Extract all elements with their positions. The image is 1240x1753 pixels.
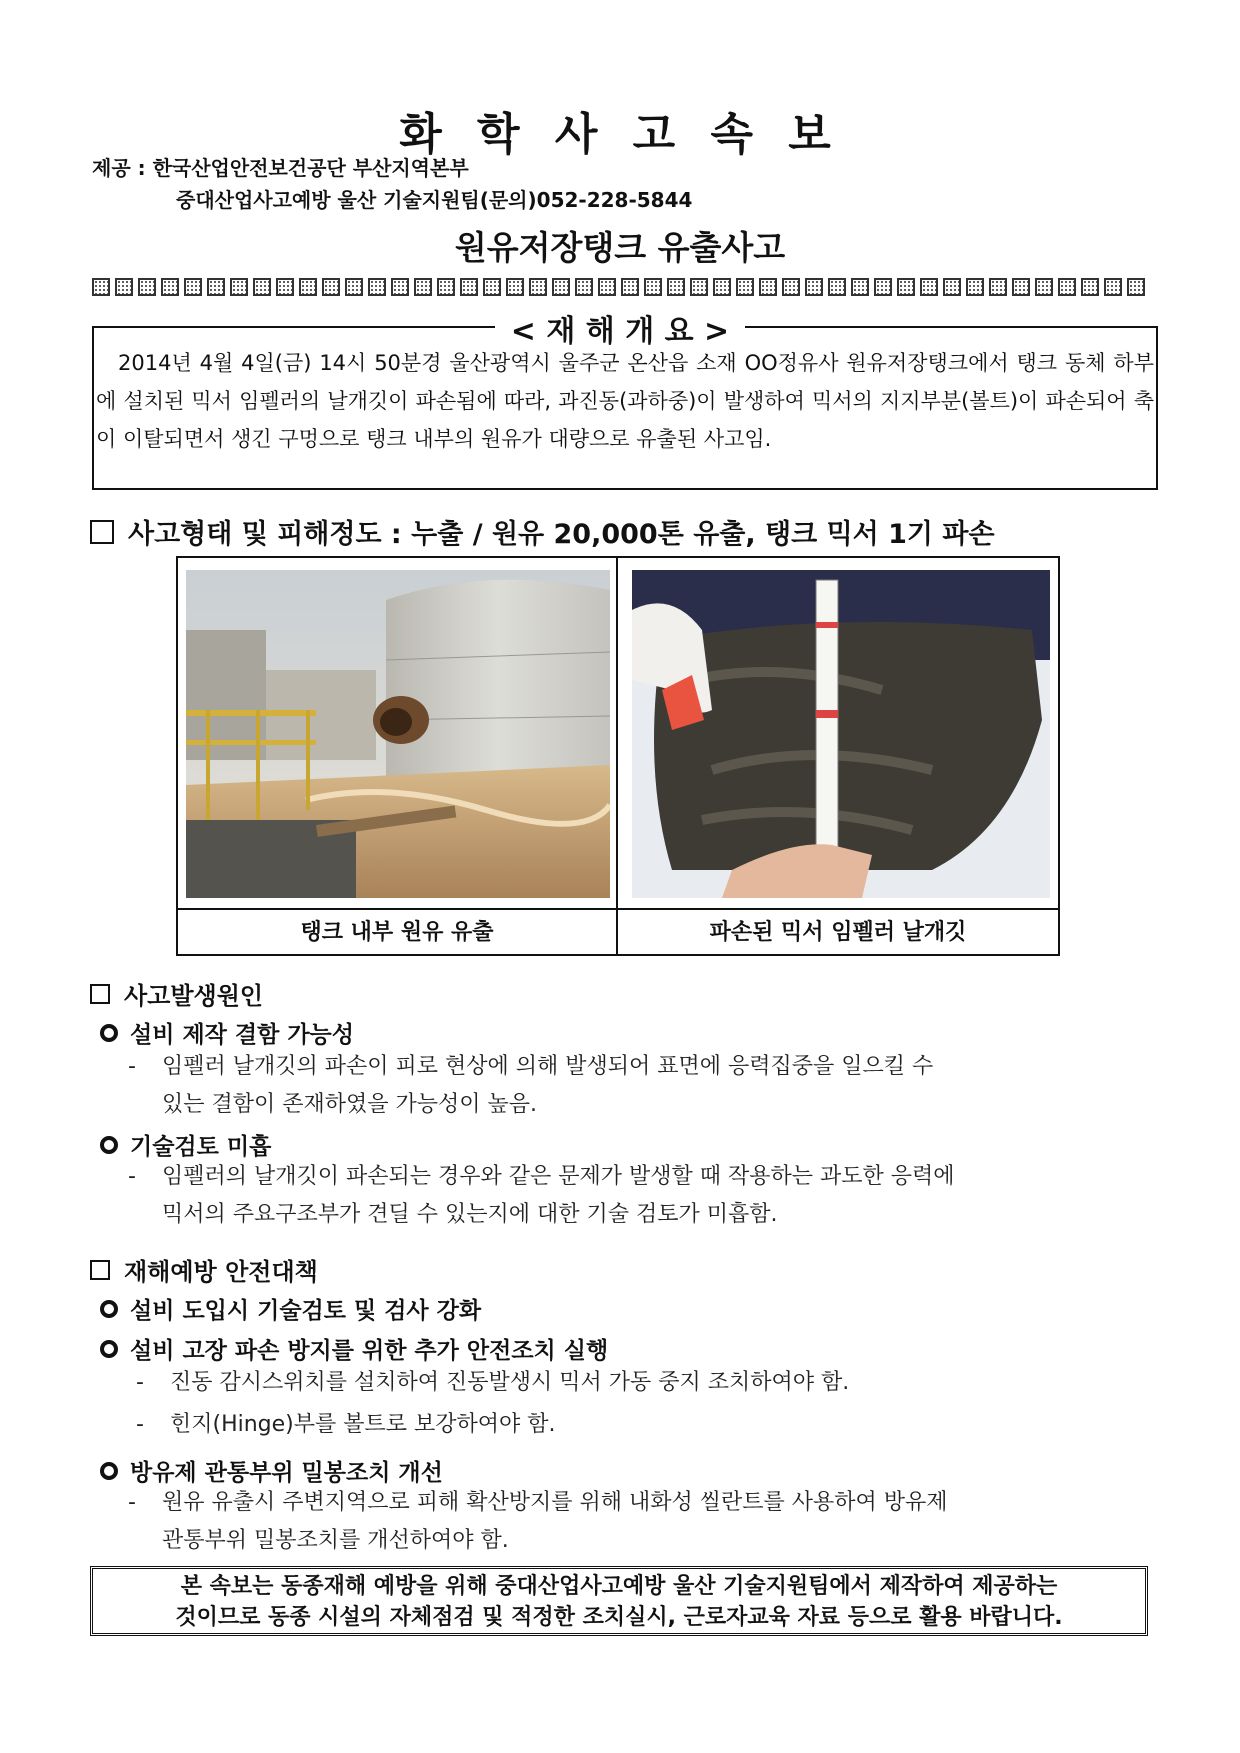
dotted-box-icon [184, 278, 202, 296]
overview-text: 2014년 4월 4일(금) 14시 50분경 울산광역시 울주군 온산읍 소재 OO정유사 원유저장탱크에서 탱크 동체 하부에 설치된 믹서 임펠러의 날개깃이 파손됨에 따라, 과진동(과하중)이 발생하여 믹서의 지지부분(볼트)이 파손되어 축이 이탈되면서 생긴 구멍으로 탱크 내부의 원유가 대량으로 유출된 사고임. [96, 351, 1154, 451]
prevention-2-title: 설비 고장 파손 방지를 위한 추가 안전조치 실행 [130, 1338, 609, 1364]
dash-marker: - [136, 1370, 144, 1395]
dash-marker: - [128, 1164, 136, 1189]
checkbox-square-icon [90, 520, 114, 544]
cause-item-2-detail [128, 1158, 1138, 1234]
dotted-box-icon [529, 278, 547, 296]
dotted-box-icon [552, 278, 570, 296]
dotted-box-icon [943, 278, 961, 296]
causes-heading [90, 976, 263, 1011]
photo-caption-left: 탱크 내부 원유 유출 [300, 920, 494, 945]
dotted-box-icon [690, 278, 708, 296]
cause-1-title: 설비 제작 결함 가능성 [130, 1022, 354, 1048]
cause-item-1-title [100, 1016, 354, 1049]
prevention-heading-text: 재해예방 안전대책 [124, 1258, 318, 1286]
dotted-box-icon [299, 278, 317, 296]
checkbox-square-icon [90, 1260, 110, 1280]
dotted-box-icon [138, 278, 156, 296]
dotted-box-icon [644, 278, 662, 296]
circle-bullet-icon [100, 1340, 118, 1358]
prevention-3-line-1: 원유 유출시 주변지역으로 피해 확산방지를 위해 내화성 씰란트를 사용하여 방유제 [162, 1490, 948, 1515]
dotted-box-icon [575, 278, 593, 296]
prevention-2-line-2: 힌지(Hinge)부를 볼트로 보강하여야 함. [170, 1412, 556, 1437]
dotted-box-icon [391, 278, 409, 296]
dash-marker: - [128, 1054, 136, 1079]
prevention-2-line-1: 진동 감시스위치를 설치하여 진동발생시 믹서 가동 중지 조치하여야 함. [170, 1370, 850, 1395]
prevention-3-title: 방유제 관통부위 밀봉조치 개선 [130, 1460, 443, 1486]
notice-line-2: 것이므로 동종 시설의 자체점검 및 적정한 조치실시, 근로자교육 자료 등으로 활용 바랍니다. [175, 1605, 1063, 1630]
dotted-box-icon [1104, 278, 1122, 296]
prevention-item-2-title [100, 1332, 608, 1365]
dotted-box-icon [437, 278, 455, 296]
dotted-box-icon [207, 278, 225, 296]
circle-bullet-icon [100, 1136, 118, 1154]
dotted-box-icon [161, 278, 179, 296]
overview-title: < 재 해 개 요 > [495, 314, 745, 349]
cause-2-line-2: 믹서의 주요구조부가 견딜 수 있는지에 대한 기술 검토가 미흡함. [162, 1202, 778, 1227]
broken-impeller-blade-photo [632, 570, 1050, 898]
photo-table [176, 556, 1060, 956]
dotted-box-icon [598, 278, 616, 296]
dotted-box-icon [253, 278, 271, 296]
dotted-box-icon [414, 278, 432, 296]
provider-line-2: 중대산업사고예방 울산 기술지원팀(문의)052-228-5844 [176, 188, 693, 212]
dotted-box-icon [1081, 278, 1099, 296]
report-subtitle: 원유저장탱크 유출사고 [454, 228, 786, 267]
dotted-box-icon [759, 278, 777, 296]
circle-bullet-icon [100, 1462, 118, 1480]
dotted-box-icon [345, 278, 363, 296]
checkbox-square-icon [90, 984, 110, 1004]
dotted-box-icon [736, 278, 754, 296]
circle-bullet-icon [100, 1024, 118, 1042]
provider-line-1: 제공 : 한국산업안전보건공단 부산지역본부 [92, 156, 469, 180]
prevention-item-3-detail [128, 1484, 1138, 1560]
overview-text-wrap [96, 344, 1154, 458]
dotted-box-icon [851, 278, 869, 296]
prevention-item-3-title [100, 1454, 443, 1487]
photo-caption-right: 파손된 믹서 임펠러 날개깃 [709, 920, 967, 945]
dotted-box-icon [897, 278, 915, 296]
notice-box [90, 1566, 1148, 1636]
photo-table-divider [616, 558, 618, 954]
prevention-3-line-2: 관통부위 밀봉조치를 개선하여야 함. [162, 1528, 509, 1553]
report-title: 화 학 사 고 속 보 [399, 109, 841, 160]
dotted-box-icon [782, 278, 800, 296]
dotted-box-icon [966, 278, 984, 296]
cause-1-line-2: 있는 결함이 존재하였을 가능성이 높음. [162, 1092, 537, 1117]
dotted-box-icon [460, 278, 478, 296]
cause-item-2-title [100, 1128, 271, 1161]
causes-heading-text: 사고발생원인 [124, 982, 264, 1010]
cause-2-line-1: 임펠러의 날개깃이 파손되는 경우와 같은 문제가 발생할 때 작용하는 과도한 응력에 [162, 1164, 955, 1189]
accident-type-text: 사고형태 및 피해정도 : 누출 / 원유 20,000톤 유출, 탱크 믹서 1기 파손 [128, 519, 995, 550]
dotted-box-icon [1127, 278, 1145, 296]
dotted-box-icon [989, 278, 1007, 296]
dotted-box-icon [1058, 278, 1076, 296]
dotted-box-icon [115, 278, 133, 296]
dotted-box-icon [828, 278, 846, 296]
dotted-box-icon [920, 278, 938, 296]
dotted-box-icon [667, 278, 685, 296]
accident-type-heading [90, 512, 995, 551]
cause-1-line-1: 임펠러 날개깃의 파손이 피로 현상에 의해 발생되어 표면에 응력집중을 일으킬 수 [162, 1054, 934, 1079]
prevention-heading [90, 1252, 318, 1287]
dotted-box-icon [322, 278, 340, 296]
dotted-box-icon [621, 278, 639, 296]
prevention-1-title: 설비 도입시 기술검토 및 검사 강화 [130, 1298, 482, 1324]
dotted-box-icon [230, 278, 248, 296]
prevention-item-1-title [100, 1292, 481, 1325]
decorative-divider [92, 278, 1148, 296]
dotted-box-icon [483, 278, 501, 296]
dotted-box-icon [805, 278, 823, 296]
cause-2-title: 기술검토 미흡 [130, 1134, 272, 1160]
dotted-box-icon [713, 278, 731, 296]
dotted-box-icon [1035, 278, 1053, 296]
dash-marker: - [128, 1490, 136, 1515]
dotted-box-icon [368, 278, 386, 296]
dotted-box-icon [874, 278, 892, 296]
dotted-box-icon [1012, 278, 1030, 296]
dotted-box-icon [276, 278, 294, 296]
notice-line-1: 본 속보는 동종재해 예방을 위해 중대산업사고예방 울산 기술지원팀에서 제작하여 제공하는 [180, 1574, 1058, 1599]
tank-oil-leak-photo [186, 570, 610, 898]
dotted-box-icon [506, 278, 524, 296]
circle-bullet-icon [100, 1300, 118, 1318]
photo-table-divider [178, 908, 1058, 910]
dotted-box-icon [92, 278, 110, 296]
dash-marker: - [136, 1412, 144, 1437]
cause-item-1-detail [128, 1048, 1138, 1124]
prevention-item-2-detail [136, 1364, 1136, 1444]
